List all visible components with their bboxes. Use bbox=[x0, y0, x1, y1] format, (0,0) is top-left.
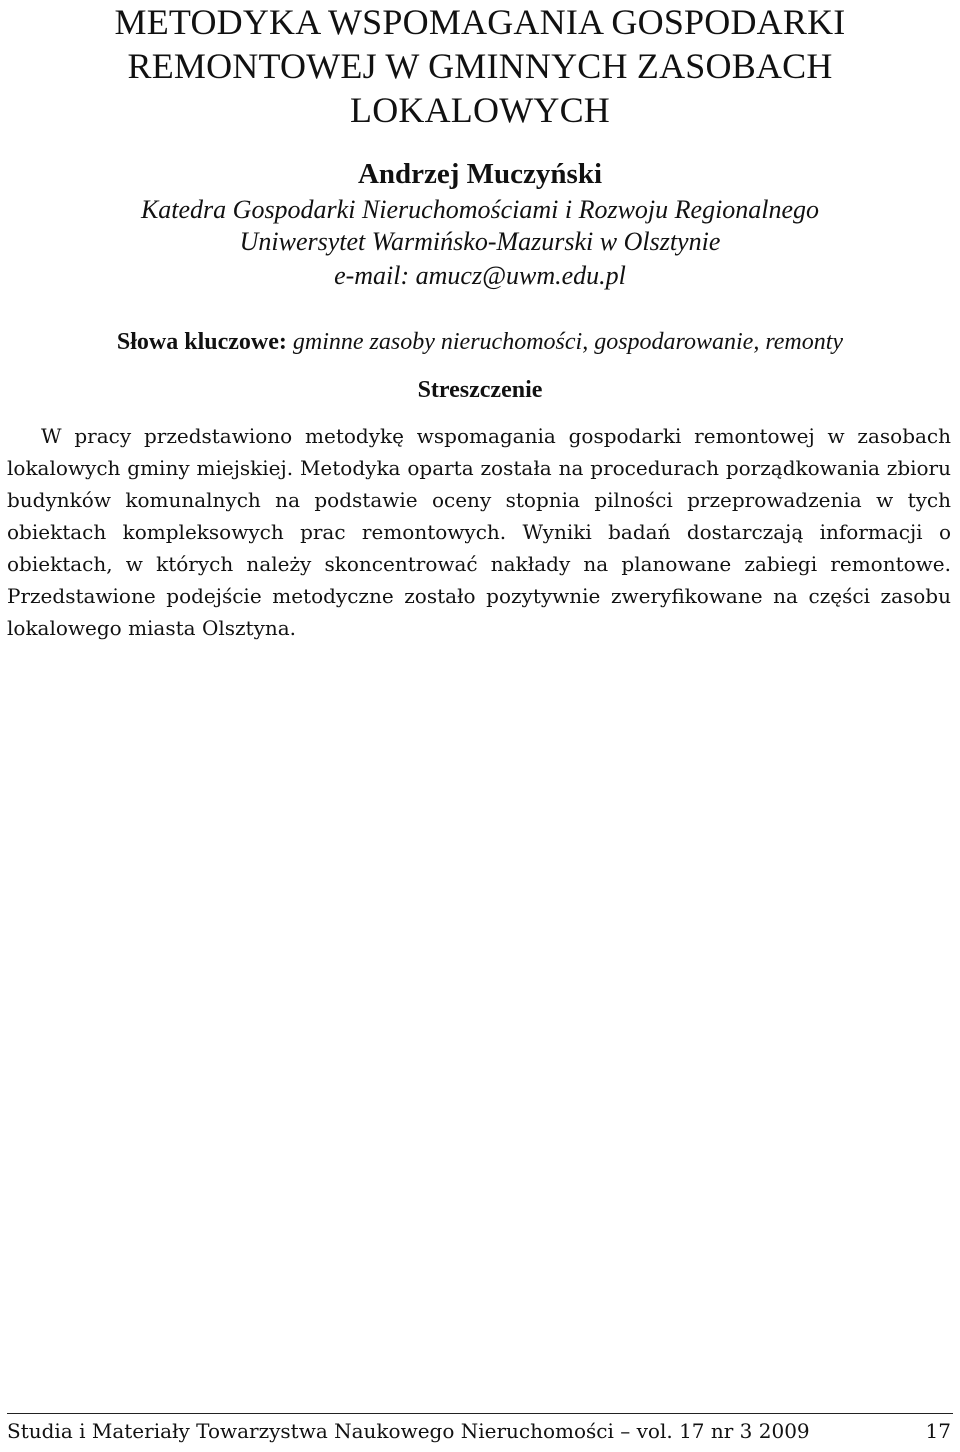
keywords bbox=[0, 326, 960, 358]
paper-title bbox=[40, 0, 920, 132]
author-name: Andrzej Muczyński bbox=[357, 158, 603, 190]
abstract-text: W pracy przedstawiono metodykę wspomagania gospodarki remontowej w zasobach lokalowych gminy miejskiej. Metodyka oparta została na procedurach porządkowania zbioru budynków komunalnych na podstawie oceny stopnia pilności przeprowadzenia w tych obiektach kompleksowych prac remontowych. Wyniki badań dostarczają informacji o obiektach, w których należy skoncentrować nakłady na planowane zabiegi remontowe. Przedstawione podejście metodyczne zostało pozytywnie zweryfikowane na części zasobu lokalowego miasta Olsztyna. bbox=[7, 424, 951, 640]
page-number: 17 bbox=[925, 1419, 951, 1443]
title-line-1: METODYKA WSPOMAGANIA GOSPODARKI bbox=[114, 2, 846, 42]
title-line-3: LOKALOWYCH bbox=[350, 90, 610, 130]
author-email: e-mail: amucz@uwm.edu.pl bbox=[334, 261, 626, 290]
affiliation-university: Uniwersytet Warmińsko-Mazurski w Olsztynie bbox=[239, 227, 721, 256]
title-line-2: REMONTOWEJ W GMINNYCH ZASOBACH bbox=[127, 46, 833, 86]
affiliation-department: Katedra Gospodarki Nieruchomościami i Rozwoju Regionalnego bbox=[140, 195, 820, 224]
keywords-label: Słowa kluczowe: bbox=[116, 329, 287, 355]
abstract-heading: Streszczenie bbox=[417, 377, 543, 403]
footer-divider bbox=[7, 1413, 953, 1414]
journal-citation: Studia i Materiały Towarzystwa Naukowego Nieruchomości – vol. 17 nr 3 2009 bbox=[7, 1419, 810, 1443]
keywords-value: gminne zasoby nieruchomości, gospodarowanie, remonty bbox=[286, 329, 844, 355]
